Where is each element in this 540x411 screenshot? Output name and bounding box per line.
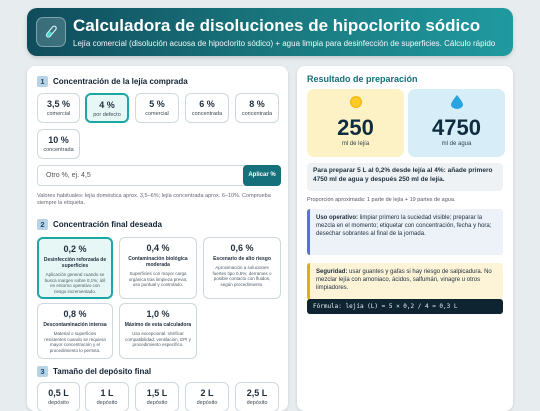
option-value: 2,5 L (246, 388, 268, 398)
operational-use-note (307, 209, 503, 255)
option-label: concentrada (191, 111, 223, 117)
proportion-text: Proporción aproximada: 1 parte de lejía + 19 partes de agua. (307, 197, 456, 203)
option-value: 5 % (149, 99, 165, 109)
section-target-concentration-title (37, 219, 162, 230)
step-number: 2 (37, 219, 48, 230)
section-bleach-concentration-title (37, 76, 188, 87)
option-description: Uso excepcional. Verificar compatibilidad, ventilación, EPI y procedimiento específico. (125, 331, 191, 347)
safety-note (307, 263, 503, 300)
target-option-0-4[interactable] (119, 237, 197, 299)
option-description: Aplicación general cuando se busca margen sobre 0,1%; útil en entorno operativo con riesgo incrementado. (44, 272, 106, 294)
concentration-hint: Valores habituales: lejía doméstica aprox. 3,5–6%; lejía concentrada aprox. 6–10%. Comprueba siempre la etiqueta. (37, 193, 271, 206)
app-header (27, 8, 513, 56)
target-option-0-8[interactable] (37, 303, 113, 359)
result-panel (297, 66, 513, 411)
apply-percent-button[interactable]: Aplicar % (243, 165, 281, 186)
option-label: depósito (246, 400, 268, 406)
option-title: Máximo de esta calculadora (124, 322, 192, 328)
section-tank-size-title (37, 366, 151, 377)
water-amount-unit: ml de agua (441, 141, 472, 147)
bleach-option-10[interactable] (37, 129, 80, 159)
bleach-amount-value: 250 (337, 115, 374, 140)
tank-option-2[interactable] (185, 382, 229, 411)
bleach-amount-card (307, 89, 404, 157)
bleach-option-6[interactable] (185, 93, 229, 123)
option-label: concentrada (241, 111, 273, 117)
option-value: 8 % (249, 99, 265, 109)
option-label: depósito (146, 400, 168, 406)
option-title: Descontaminación intensa (43, 322, 107, 328)
safety-text: usar guantes y gafas si hay riesgo de salpicadura. No mezclar lejía con amoniaco, ácidos, salfumán, vinagre u otros limpiadores. (316, 269, 492, 291)
option-title: Desinfección reforzada de superficies (43, 257, 107, 269)
operational-use-label: Uso operativo: (316, 215, 359, 221)
option-value: 10 % (48, 135, 69, 145)
bleach-option-5[interactable] (135, 93, 179, 123)
option-description: Aproximación a soluciones fuertes tipo 0,5%; derrames o posible contacto con fluidos, según procedimiento. (212, 265, 272, 287)
water-amount-card (408, 89, 505, 157)
safety-label: Seguridad: (316, 269, 348, 275)
tank-option-1[interactable] (85, 382, 129, 411)
input-panel (27, 66, 288, 411)
option-value: 0,5 L (48, 388, 69, 398)
option-value: 1,5 L (146, 388, 168, 398)
option-value: 0,4 % (146, 243, 170, 253)
option-title: Escenario de alto riesgo (213, 256, 271, 262)
bleach-option-4[interactable] (85, 93, 129, 123)
tank-option-1-5[interactable] (135, 382, 179, 411)
option-label: por defecto (93, 112, 121, 118)
option-title: Contaminación biológica moderada (128, 256, 188, 268)
target-option-1-0[interactable] (119, 303, 197, 359)
tank-option-0-5[interactable] (37, 382, 80, 411)
option-value: 0,8 % (63, 309, 87, 319)
option-label: comercial (145, 111, 169, 117)
option-label: depósito (196, 400, 218, 406)
sun-icon (307, 95, 404, 109)
option-label: concentrada (43, 147, 74, 153)
bleach-option-8[interactable] (235, 93, 279, 123)
option-value: 6 % (199, 99, 215, 109)
option-value: 3,5 % (46, 99, 70, 109)
target-option-0-6[interactable] (203, 237, 281, 299)
option-value: 0,6 % (230, 243, 254, 253)
option-label: depósito (48, 400, 69, 406)
option-value: 1 L (100, 388, 114, 398)
step-number: 3 (37, 366, 48, 377)
test-tube-icon (36, 17, 66, 47)
option-label: depósito (96, 400, 118, 406)
tank-option-2-5[interactable] (235, 382, 279, 411)
option-value: 4 % (99, 100, 115, 110)
water-drop-icon (408, 95, 505, 109)
section-title-text: Tamaño del depósito final (53, 367, 152, 376)
section-title-text: Concentración de la lejía comprada (53, 77, 188, 86)
formula-box: Fórmula: lejía (L) = 5 × 0,2 / 4 = 0,3 L (307, 299, 503, 314)
result-summary: Para preparar 5 L al 0,2% desde lejía al 4%: añade primero 4750 ml de agua y después 250 ml de lejía. (307, 163, 503, 191)
option-description: Material o superficies resistentes cuando se requiera mayor concentración y el procedimiento lo permita. (44, 331, 106, 353)
operational-use-text: limpiar primero la suciedad visible; preparar la mezcla en el momento; etiquetar con concentración, fecha y hora; desechar sobrantes al final de la jornada. (316, 215, 492, 237)
bleach-option-3-5[interactable] (37, 93, 80, 123)
option-value: 2 L (200, 388, 214, 398)
page-subtitle: Lejía comercial (disolución acuosa de hipoclorito sódico) + agua limpia para desinfección de superficies. Cálculo rápido (73, 39, 496, 48)
page-title: Calculadora de disoluciones de hipoclorito sódico (73, 16, 481, 35)
bleach-amount-unit: ml de lejía (341, 141, 370, 147)
option-value: 1,0 % (146, 309, 170, 319)
option-description: Superficies con mayor carga orgánica tras limpieza previa; uso puntual y controlado. (128, 271, 188, 287)
step-number: 1 (37, 76, 48, 87)
target-option-0-2[interactable] (37, 237, 113, 299)
water-amount-value: 4750 (432, 115, 481, 140)
custom-percent-input[interactable]: Otro %, ej. 4,5 (37, 165, 263, 186)
option-label: comercial (46, 111, 71, 117)
section-title-text: Concentración final deseada (53, 220, 162, 229)
option-value: 0,2 % (63, 244, 87, 254)
result-title: Resultado de preparación (307, 74, 418, 84)
